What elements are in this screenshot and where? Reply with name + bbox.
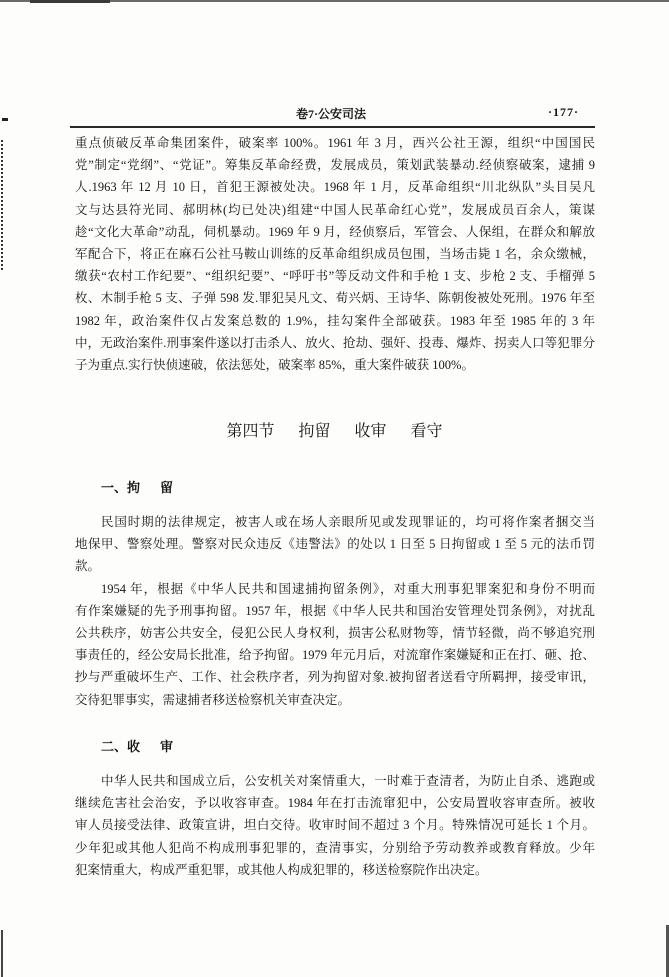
text-line: 人.1963 年 12 月 10 日，首犯王源被处决。1968 年 1 月，反革命组织“川北纵队”头目吴凡 (75, 180, 595, 195)
paragraph (75, 511, 595, 578)
text-line: 子为重点.实行快侦速破，依法惩处，破案率 85%，重大案件破获 100%。 (75, 357, 474, 372)
header-rule (70, 126, 595, 128)
subsection-heading-custody-review (101, 738, 173, 756)
text-line: 犯案情重大，构成严重犯罪，或其他人构成犯罪的，移送检察院作出决定。 (75, 862, 488, 877)
text-line: 事责任的，经公安局长批准，给予拘留。1979 年元月后，对流窜作案嫌疑和正在打、砸、抢、 (75, 648, 595, 663)
text-line: 1982 年，政治案件仅占发案总数的 1.9%，挂勾案件全部破获。1983 年至 1985 年的 3 年 (75, 313, 595, 328)
text-line: 有作案嫌疑的先予刑事拘留。1957 年，根据《中华人民共和国治安管理处罚条例》，对扰乱 (75, 603, 595, 618)
text-line: 军配合下，将正在麻石公社马鞍山训练的反革命组织成员包围，当场击毙 1 名，余众缴械， (75, 246, 595, 261)
section-title (0, 421, 669, 443)
text-line: 党”制定“党纲”、“党证”。筹集反革命经费，发展成员，策划武装暴动.经侦察破案，逮捕 9 (75, 158, 595, 173)
text-line: 抄与严重破坏生产、工作、社会秩序者，列为拘留对象.被拘留者送看守所羁押，接受审讯， (75, 670, 595, 685)
scan-edge-left (1, 140, 6, 270)
text-line: 中华人民共和国成立后，公安机关对案情重大，一时难于查清者，为防止自杀、逃跑或 (101, 774, 595, 788)
scan-edge-top-shadow (30, 0, 110, 3)
text-line: 1954 年，根据《中华人民共和国逮捕拘留条例》，对重大刑事犯罪案犯和身份不明而 (101, 581, 595, 596)
section-topic-custody-review: 收审 (354, 423, 387, 440)
section-number: 第四节 (226, 423, 275, 440)
text-line: 缴获“农村工作纪要”、“组织纪要”、“呼吁书”等反动文件和手枪 1 支、步枪 2 支、手榴弹 5 (75, 269, 595, 284)
subsection-title-char: 收 (127, 739, 141, 754)
subsection-title-char: 留 (160, 480, 174, 495)
subsection-prefix: 二、 (101, 739, 128, 754)
text-line: 枚、木制手枪 5 支、子弹 598 发.罪犯吴凡文、荀兴炳、王诗华、陈朝俊被处死刑。1976 年至 (75, 291, 595, 306)
running-header (0, 105, 669, 123)
paragraph (75, 578, 595, 711)
text-line: 趁“文化大革命”动乱，伺机暴动。1969 年 9 月，经侦察后，军管会、人保组，在群众和解放 (75, 224, 595, 239)
text-line: 文与达县符光同、郝明林(均已处决)组建“中国人民革命红心党”，发展成员百余人，策谋 (75, 202, 595, 217)
text-line: 民国时期的法律规定，被害人或在场人亲眼所见或发现罪证的，均可将作案者捆交当 (101, 515, 595, 529)
text-line: 审人员接受法律、政策宣讲，坦白交待。收审时间不超过 3 个月。特殊情况可延长 1 个月。 (75, 818, 595, 833)
section-topic-detention: 拘留 (298, 423, 331, 440)
text-line: 款。 (75, 559, 101, 574)
paragraph (75, 770, 595, 881)
running-title: 卷7·公安司法 (296, 107, 367, 121)
continued-paragraph (75, 132, 595, 376)
text-line: 重点侦破反革命集团案件，破案率 100%。1961 年 3 月，西兴公社王源，组织“中国国民 (75, 136, 595, 150)
subsection-heading-detention (101, 479, 173, 497)
subsection-title-char: 拘 (127, 480, 141, 495)
text-line: 中，无政治案件.刑事案件遂以打击杀人、放火、抢劫、强奸、投毒、爆炸、拐卖人口等犯罪分 (75, 335, 595, 350)
text-line: 交待犯罪事实，需逮捕者移送检察机关审查决定。 (75, 692, 351, 707)
text-line: 继续危害社会治安，予以收容审查。1984 年在打击流窜犯中，公安局置收容审查所。被收 (75, 796, 595, 811)
subsection-prefix: 一、 (101, 480, 128, 495)
subsection-title-char: 审 (160, 739, 174, 754)
text-line: 少年犯或其他人犯尚不构成刑事犯罪的，查清事实，分别给予劳动教养或教育释放。少年 (75, 840, 595, 855)
subsection-body-detention (75, 511, 595, 711)
subsection-body-custody-review (75, 770, 595, 881)
text-line: 地保甲、警察处理。警察对民众违反《违警法》的处以 1 日至 5 日拘留或 1 至 5 元的法币罚 (75, 537, 595, 552)
section-topic-guarding: 看守 (410, 423, 443, 440)
text-line: 公共秩序，妨害公共安全，侵犯公民人身权利，损害公私财物等，情节轻微，尚不够追究刑 (75, 625, 595, 640)
scan-edge-left-bottom (1, 930, 3, 977)
page-number: ·177· (548, 105, 580, 119)
